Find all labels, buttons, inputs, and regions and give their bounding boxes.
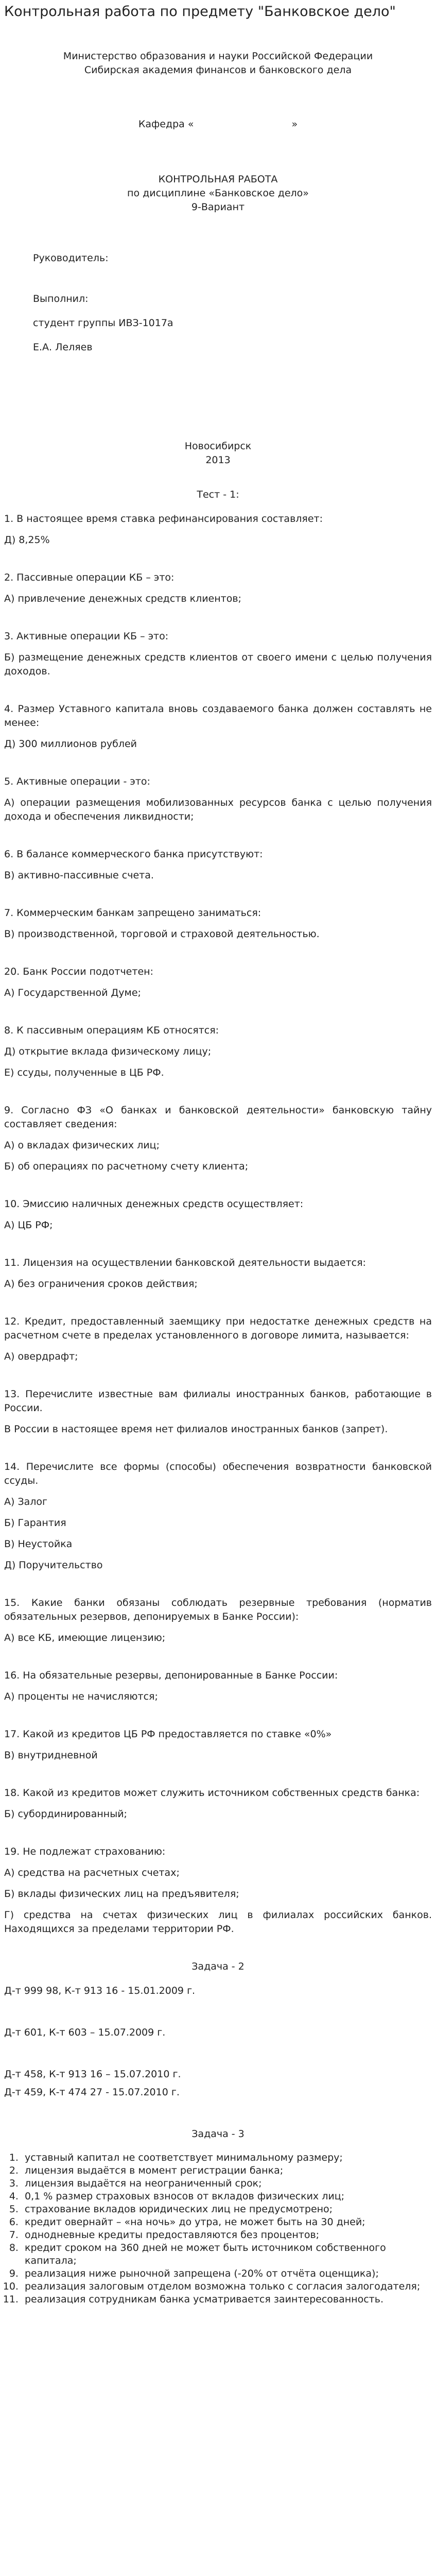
- test-question: [4, 1387, 432, 1436]
- question-text: 7. Коммерческим банкам запрещено заниматься:: [4, 907, 261, 919]
- test-question: [4, 1727, 432, 1762]
- answer-text: В) активно-пассивные счета.: [4, 870, 154, 881]
- test-question: [4, 1669, 432, 1704]
- test-question: [4, 1845, 432, 1936]
- task2-title: Задача - 2: [191, 1961, 245, 1972]
- task3-list: [4, 2151, 432, 2306]
- test-question: [4, 702, 432, 751]
- task3-item: 3. лицензия выдаётся на неограниченный срок;: [22, 2177, 432, 2190]
- question-text: 19. Не подлежат страхованию:: [4, 1846, 166, 1857]
- department-label: Кафедра «: [138, 118, 194, 130]
- answer-text: Б) вклады физических лиц на предъявителя;: [4, 1888, 239, 1900]
- posting-group: [4, 2067, 432, 2099]
- discipline: по дисциплине «Банковское дело»: [127, 188, 309, 199]
- department-line: [4, 117, 432, 131]
- question-text: 15. Какие банки обязаны соблюдать резервные требования (норматив обязательных резервов, депонируемых в Банке России):: [4, 1597, 432, 1622]
- answer-text: А) привлечение денежных средств клиентов;: [4, 593, 241, 604]
- work-title: КОНТРОЛЬНАЯ РАБОТА: [158, 174, 278, 185]
- performer-block: [4, 292, 432, 354]
- posting-entry: Д-т 601, К-т 603 – 15.07.2009 г.: [4, 2027, 166, 2038]
- supervisor-label: Руководитель:: [33, 252, 109, 264]
- cover-header: [4, 49, 432, 77]
- department-close: »: [291, 118, 298, 130]
- answer-text: А) ЦБ РФ;: [4, 1219, 53, 1231]
- task3-item: 8. кредит сроком на 360 дней не может быть источником собственного капитала;: [22, 2242, 432, 2267]
- posting-entry: Д-т 458, К-т 913 16 – 15.07.2010 г.: [4, 2069, 181, 2080]
- performed-label: Выполнил:: [33, 293, 89, 304]
- task3-item: 1. уставный капитал не соответствует минимальному размеру;: [22, 2151, 432, 2164]
- test-question: [4, 965, 432, 1000]
- answer-text: А) Залог: [4, 1496, 48, 1507]
- answer-text: Д) 300 миллионов рублей: [4, 738, 137, 750]
- test-question: [4, 630, 432, 679]
- test-question: [4, 1024, 432, 1080]
- task3-item: 11. реализация сотрудникам банка усматривается заинтересованность.: [22, 2293, 432, 2306]
- answer-text: Е) ссуды, полученные в ЦБ РФ.: [4, 1067, 164, 1078]
- posting-group: [4, 2026, 432, 2040]
- question-text: 16. На обязательные резервы, депонированные в Банке России:: [4, 1670, 338, 1681]
- question-text: 12. Кредит, предоставленный заемщику при недостатке денежных средств на расчетном счете в пределах установленного в договоре лимита, называется:: [4, 1316, 432, 1341]
- student-name: Е.А. Леляев: [33, 342, 93, 353]
- posting-group: [4, 1984, 432, 1998]
- test-question: [4, 1596, 432, 1645]
- posting-entry: Д-т 999 98, К-т 913 16 - 15.01.2009 г.: [4, 1985, 196, 1996]
- answer-text: В России в настоящее время нет филиалов иностранных банков (запрет).: [4, 1423, 388, 1435]
- ministry-name: Министерство образования и науки Российской Федерации: [63, 50, 373, 62]
- task3-item: 2. лицензия выдаётся в момент регистрации банка;: [22, 2164, 432, 2177]
- question-text: 2. Пассивные операции КБ – это:: [4, 572, 175, 583]
- test-question: [4, 848, 432, 883]
- test-question: [4, 571, 432, 606]
- test-question: [4, 906, 432, 941]
- answer-text: Г) средства на счетах физических лиц в филиалах российских банков. Находящихся за пределами территории РФ.: [4, 1909, 432, 1935]
- task3-item: 10. реализация залоговым отделом возможна только с согласия залогодателя;: [22, 2280, 432, 2293]
- question-text: 5. Активные операции - это:: [4, 776, 150, 787]
- test-question: [4, 1256, 432, 1291]
- question-text: 9. Согласно ФЗ «О банках и банковской деятельности» банковскую тайну составляет сведения:: [4, 1105, 432, 1130]
- answer-text: А) операции размещения мобилизованных ресурсов банка с целью получения дохода и обеспечения ликвидности;: [4, 797, 432, 822]
- question-text: 14. Перечислите все формы (способы) обеспечения возвратности банковской ссуды.: [4, 1461, 432, 1486]
- variant: 9-Вариант: [191, 201, 245, 213]
- task3-title: Задача - 3: [191, 2128, 245, 2140]
- task3-item: 7. однодневные кредиты предоставляются без процентов;: [22, 2229, 432, 2242]
- answer-text: В) производственной, торговой и страховой деятельностью.: [4, 928, 320, 940]
- answer-text: Д) 8,25%: [4, 534, 50, 546]
- question-text: 11. Лицензия на осуществлении банковской деятельности выдается:: [4, 1257, 366, 1268]
- academy-name: Сибирская академия финансов и банковского дела: [84, 64, 352, 76]
- test-question: [4, 775, 432, 824]
- page-title: Контрольная работа по предмету "Банковское дело": [4, 4, 396, 20]
- task3-item: 5. страхование вкладов юридических лиц не предусмотрено;: [22, 2203, 432, 2216]
- year: 2013: [205, 454, 231, 466]
- question-text: 8. К пассивным операциям КБ относятся:: [4, 1025, 219, 1036]
- city: Новосибирск: [184, 440, 252, 452]
- answer-text: А) Государственной Думе;: [4, 987, 141, 998]
- answer-text: Д) открытие вклада физическому лицу;: [4, 1046, 212, 1057]
- answer-text: Б) об операциях по расчетному счету клиента;: [4, 1161, 249, 1172]
- answer-text: В) Неустойка: [4, 1538, 73, 1550]
- question-text: 6. В балансе коммерческого банка присутствуют:: [4, 849, 263, 860]
- test-question: [4, 1315, 432, 1364]
- answer-text: А) все КБ, имеющие лицензию;: [4, 1632, 166, 1643]
- question-text: 13. Перечислите известные вам филиалы иностранных банков, работающие в России.: [4, 1388, 432, 1414]
- test-question: [4, 1786, 432, 1821]
- answer-text: В) внутридневной: [4, 1750, 98, 1761]
- test1-title: Тест - 1:: [197, 489, 239, 500]
- answer-text: А) овердрафт;: [4, 1351, 78, 1362]
- answer-text: Б) размещение денежных средств клиентов от своего имени с целью получения доходов.: [4, 652, 432, 677]
- answer-text: А) проценты не начисляются;: [4, 1691, 158, 1702]
- question-text: 3. Активные операции КБ – это:: [4, 631, 169, 642]
- test-question: [4, 1460, 432, 1572]
- work-title-block: [4, 173, 432, 214]
- question-text: 1. В настоящее время ставка рефинансирования составляет:: [4, 513, 323, 524]
- question-text: 10. Эмиссию наличных денежных средств осуществляет:: [4, 1198, 304, 1210]
- answer-text: Б) субординированный;: [4, 1808, 127, 1820]
- answer-text: А) о вкладах физических лиц;: [4, 1140, 160, 1151]
- question-text: 4. Размер Уставного капитала вновь создаваемого банка должен составлять не менее:: [4, 703, 432, 728]
- answer-text: Д) Поручительство: [4, 1560, 103, 1571]
- test-question: [4, 1197, 432, 1232]
- student-group: студент группы ИВЗ-1017а: [33, 317, 173, 329]
- answer-text: Б) Гарантия: [4, 1517, 66, 1529]
- answer-text: А) средства на расчетных счетах;: [4, 1867, 180, 1878]
- task3-item: 4. 0,1 % размер страховых взносов от вкладов физических лиц;: [22, 2190, 432, 2203]
- task3-item: 6. кредит овернайт – «на ночь» до утра, не может быть на 30 дней;: [22, 2216, 432, 2229]
- test1-questions: [4, 512, 432, 1936]
- question-text: 20. Банк России подотчетен:: [4, 966, 153, 977]
- task3-item: 9. реализация ниже рыночной запрещена (-20% от отчёта оценщика);: [22, 2267, 432, 2280]
- test-question: [4, 512, 432, 547]
- posting-entry: Д-т 459, К-т 474 27 - 15.07.2010 г.: [4, 2087, 180, 2098]
- question-text: 18. Какой из кредитов может служить источником собственных средств банка:: [4, 1787, 420, 1799]
- task2-entries: [4, 1984, 432, 2099]
- test-question: [4, 1104, 432, 1174]
- question-text: 17. Какой из кредитов ЦБ РФ предоставляется по ставке «0%»: [4, 1728, 332, 1740]
- answer-text: А) без ограничения сроков действия;: [4, 1278, 198, 1290]
